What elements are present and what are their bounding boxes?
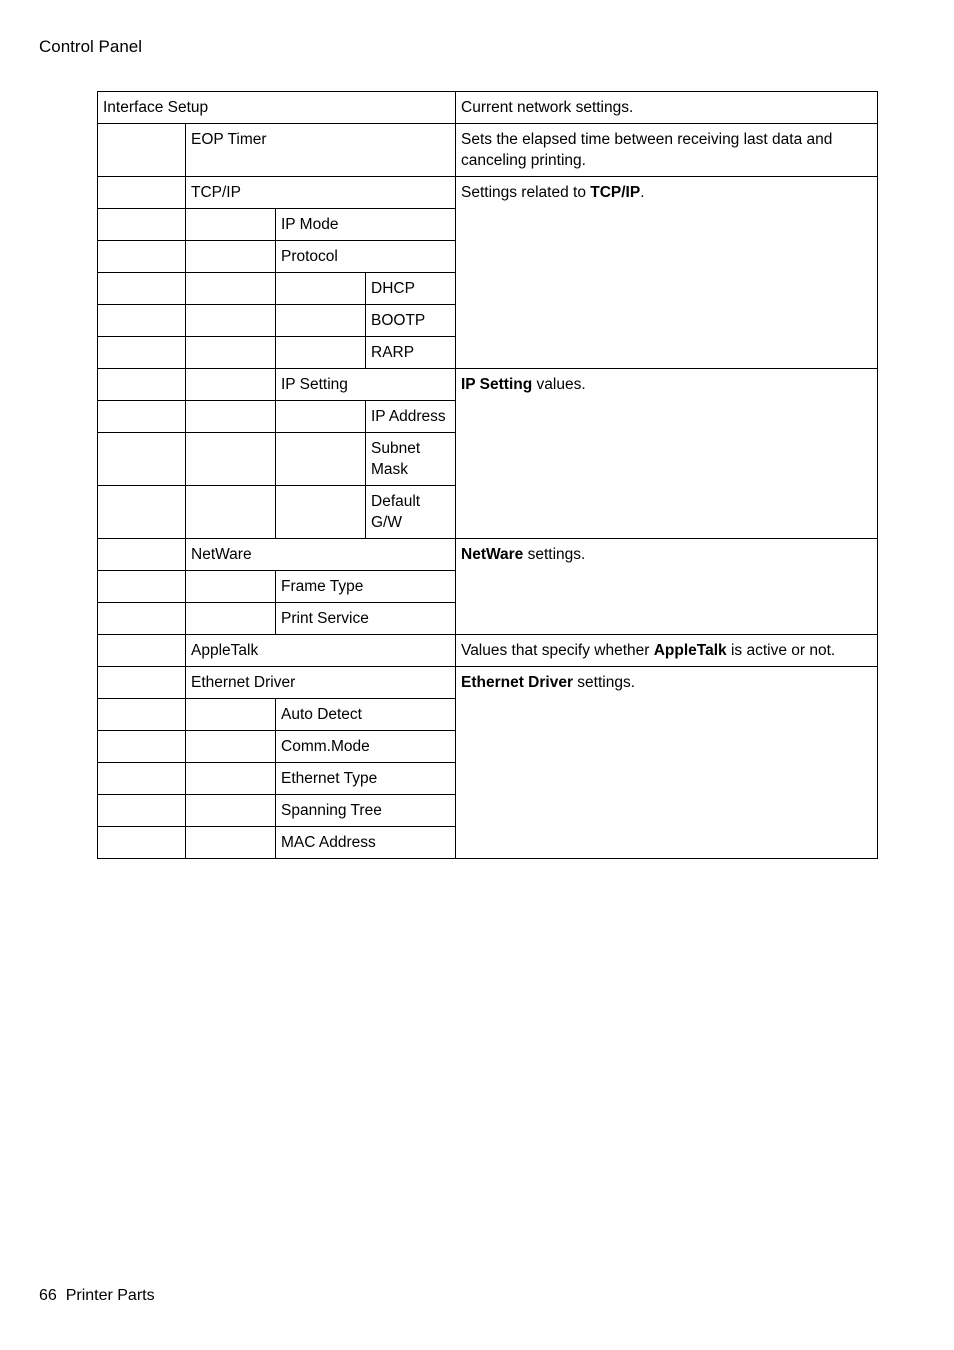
menu-item-ip-mode: IP Mode — [276, 209, 456, 241]
menu-item-auto-detect: Auto Detect — [276, 699, 456, 731]
indent-cell — [98, 539, 186, 571]
menu-item-rarp: RARP — [366, 337, 456, 369]
indent-cell — [98, 603, 186, 635]
menu-item-ip-setting-desc — [456, 369, 878, 539]
menu-item-frame-type: Frame Type — [276, 571, 456, 603]
indent-cell — [186, 699, 276, 731]
indent-cell — [186, 571, 276, 603]
menu-item-protocol: Protocol — [276, 241, 456, 273]
page-header: Control Panel — [39, 37, 143, 56]
table-row — [98, 539, 878, 571]
menu-item-appletalk-desc — [456, 635, 878, 667]
menu-item-spanning-tree: Spanning Tree — [276, 795, 456, 827]
indent-cell — [98, 177, 186, 209]
indent-cell — [276, 273, 366, 305]
desc-text: settings. — [572, 674, 636, 691]
desc-text: Values that specify whether — [461, 642, 654, 659]
table-row — [98, 124, 878, 177]
indent-cell — [186, 305, 276, 337]
menu-item-subnet-mask: Subnet Mask — [366, 433, 456, 486]
desc-text: . — [640, 184, 645, 201]
indent-cell — [186, 273, 276, 305]
indent-cell — [276, 305, 366, 337]
indent-cell — [186, 827, 276, 859]
indent-cell — [98, 667, 186, 699]
menu-item-interface-setup-desc: Current network settings. — [456, 92, 878, 124]
menu-item-ethernet-driver: Ethernet Driver — [186, 667, 456, 699]
indent-cell — [276, 486, 366, 539]
menu-item-interface-setup: Interface Setup — [98, 92, 456, 124]
indent-cell — [186, 401, 276, 433]
menu-item-print-service: Print Service — [276, 603, 456, 635]
indent-cell — [98, 337, 186, 369]
menu-item-netware: NetWare — [186, 539, 456, 571]
indent-cell — [98, 731, 186, 763]
menu-item-default-gw: Default G/W — [366, 486, 456, 539]
desc-text: is active or not. — [726, 642, 836, 659]
indent-cell — [98, 763, 186, 795]
desc-text: values. — [532, 376, 586, 393]
indent-cell — [186, 795, 276, 827]
indent-cell — [98, 635, 186, 667]
indent-cell — [186, 763, 276, 795]
page-footer: 66 Printer Parts — [39, 1287, 155, 1304]
menu-item-comm-mode: Comm.Mode — [276, 731, 456, 763]
menu-item-appletalk: AppleTalk — [186, 635, 456, 667]
control-panel-menu-table — [97, 91, 878, 859]
indent-cell — [98, 305, 186, 337]
menu-item-bootp: BOOTP — [366, 305, 456, 337]
menu-item-dhcp: DHCP — [366, 273, 456, 305]
indent-cell — [98, 369, 186, 401]
indent-cell — [186, 241, 276, 273]
indent-cell — [98, 241, 186, 273]
table-row — [98, 667, 878, 699]
menu-item-ip-address: IP Address — [366, 401, 456, 433]
indent-cell — [98, 209, 186, 241]
desc-bold-text: NetWare — [461, 546, 524, 563]
indent-cell — [98, 401, 186, 433]
indent-cell — [98, 571, 186, 603]
indent-cell — [186, 337, 276, 369]
table-row — [98, 369, 878, 401]
indent-cell — [98, 827, 186, 859]
desc-text: settings. — [523, 546, 586, 563]
indent-cell — [98, 795, 186, 827]
indent-cell — [186, 731, 276, 763]
menu-item-tcpip: TCP/IP — [186, 177, 456, 209]
menu-item-tcpip-desc — [456, 177, 878, 369]
desc-bold-text: AppleTalk — [653, 642, 727, 659]
menu-item-ethernet-driver-desc — [456, 667, 878, 859]
indent-cell — [186, 369, 276, 401]
indent-cell — [186, 486, 276, 539]
indent-cell — [98, 124, 186, 177]
indent-cell — [276, 401, 366, 433]
menu-item-eop-timer-desc: Sets the elapsed time between receiving last data and canceling printing. — [456, 124, 878, 177]
indent-cell — [276, 433, 366, 486]
indent-cell — [98, 433, 186, 486]
indent-cell — [98, 486, 186, 539]
table-row — [98, 635, 878, 667]
menu-item-eop-timer: EOP Timer — [186, 124, 456, 177]
menu-item-netware-desc — [456, 539, 878, 635]
desc-bold-text: Ethernet Driver — [461, 674, 573, 691]
desc-bold-text: IP Setting — [461, 376, 533, 393]
indent-cell — [186, 603, 276, 635]
menu-item-ip-setting: IP Setting — [276, 369, 456, 401]
indent-cell — [98, 273, 186, 305]
menu-item-mac-address: MAC Address — [276, 827, 456, 859]
indent-cell — [186, 209, 276, 241]
indent-cell — [276, 337, 366, 369]
menu-item-ethernet-type: Ethernet Type — [276, 763, 456, 795]
table-row — [98, 177, 878, 209]
table-row — [98, 92, 878, 124]
desc-text: Settings related to — [461, 184, 591, 201]
indent-cell — [186, 433, 276, 486]
desc-bold-text: TCP/IP — [590, 184, 641, 201]
indent-cell — [98, 699, 186, 731]
